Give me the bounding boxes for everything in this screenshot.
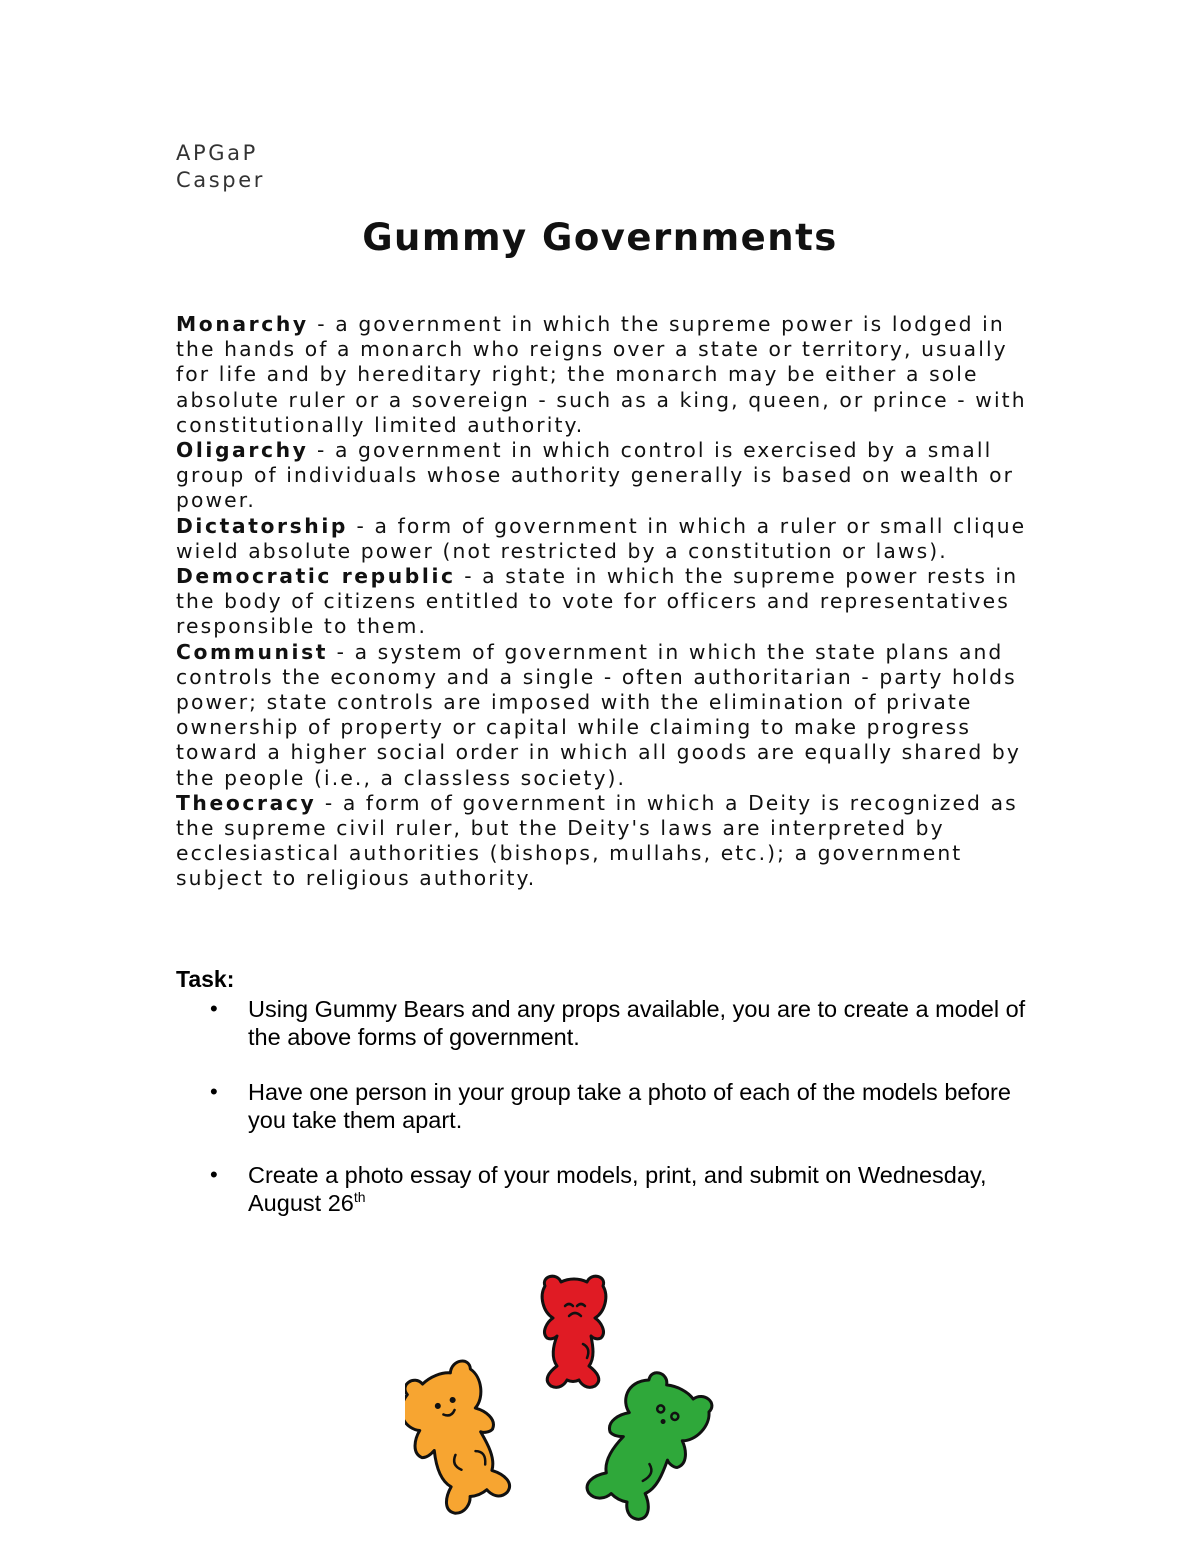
definition-text: - a state in which the supreme power rests in the body of citizens entitled to vote for officers and representatives responsible to them. — [176, 564, 1019, 639]
task-item-text: Have one person in your group take a photo of each of the models before you take them apart. — [248, 1079, 1011, 1133]
task-item — [176, 1161, 1046, 1217]
task-item — [176, 995, 1046, 1051]
task-list — [176, 995, 1046, 1217]
definition-term: Monarchy — [176, 312, 309, 336]
bullet-icon: • — [210, 1162, 218, 1187]
definition-text: - a system of government in which the state plans and controls the economy and a single - often authoritarian - party holds power; state controls are imposed with the elimination of private ownership of property or capital while claiming to make progress toward a higher social order in which all goods are equally shared by the people (i.e., a classless society). — [176, 639, 1021, 790]
definition-text: - a government in which the supreme power is lodged in the hands of a monarch who reigns over a state or territory, usually for life and by hereditary right; the monarch may be either a sole absolute ruler or a sovereign - such as a king, queen, or prince - with constitutionally limited authority. — [176, 312, 1027, 437]
task-section — [176, 966, 1046, 1244]
definition-monarchy — [176, 312, 1036, 438]
due-date-superscript: th — [353, 1189, 366, 1206]
document-header — [176, 140, 265, 194]
course-name: APGaP — [176, 141, 258, 165]
definition-term: Theocracy — [176, 790, 317, 815]
definition-text: - a form of government in which a ruler or small clique wield absolute power (not restricted by a constitution or laws). — [176, 513, 1027, 563]
definition-oligarchy — [176, 438, 1036, 514]
definition-theocracy — [176, 791, 1036, 892]
task-item-text: Create a photo essay of your models, print, and submit on Wednesday, August 26 — [248, 1162, 987, 1216]
task-heading: Task: — [176, 966, 235, 992]
task-item — [176, 1078, 1046, 1134]
bullet-icon: • — [210, 996, 218, 1021]
definitions-list — [176, 312, 1036, 892]
definition-term: Dictatorship — [176, 513, 349, 538]
task-item-text: Using Gummy Bears and any props available, you are to create a model of the above forms of government. — [248, 996, 1026, 1050]
definition-term: Communist — [176, 639, 329, 664]
definition-term: Oligarchy — [176, 438, 309, 463]
definition-text: - a form of government in which a Deity is recognized as the supreme civil ruler, but the Deity's laws are interpreted by ecclesiastical authorities (bishops, mullahs, etc.); a government subject to religious authority. — [176, 790, 1018, 891]
orange-gummy-bear-icon — [405, 1357, 522, 1519]
page-title: Gummy Governments — [362, 216, 838, 259]
teacher-name: Casper — [176, 168, 265, 192]
definition-democratic-republic — [176, 564, 1036, 640]
definition-communist — [176, 640, 1036, 791]
green-gummy-bear-icon — [577, 1364, 718, 1528]
definition-term: Democratic republic — [176, 564, 456, 589]
definition-text: - a government in which control is exercised by a small group of individuals whose authority generally is based on wealth or power. — [176, 438, 1015, 513]
gummy-bears-illustration — [405, 1268, 725, 1538]
definition-dictatorship — [176, 514, 1036, 564]
bullet-icon: • — [210, 1079, 218, 1104]
red-gummy-bear-icon — [542, 1276, 606, 1387]
